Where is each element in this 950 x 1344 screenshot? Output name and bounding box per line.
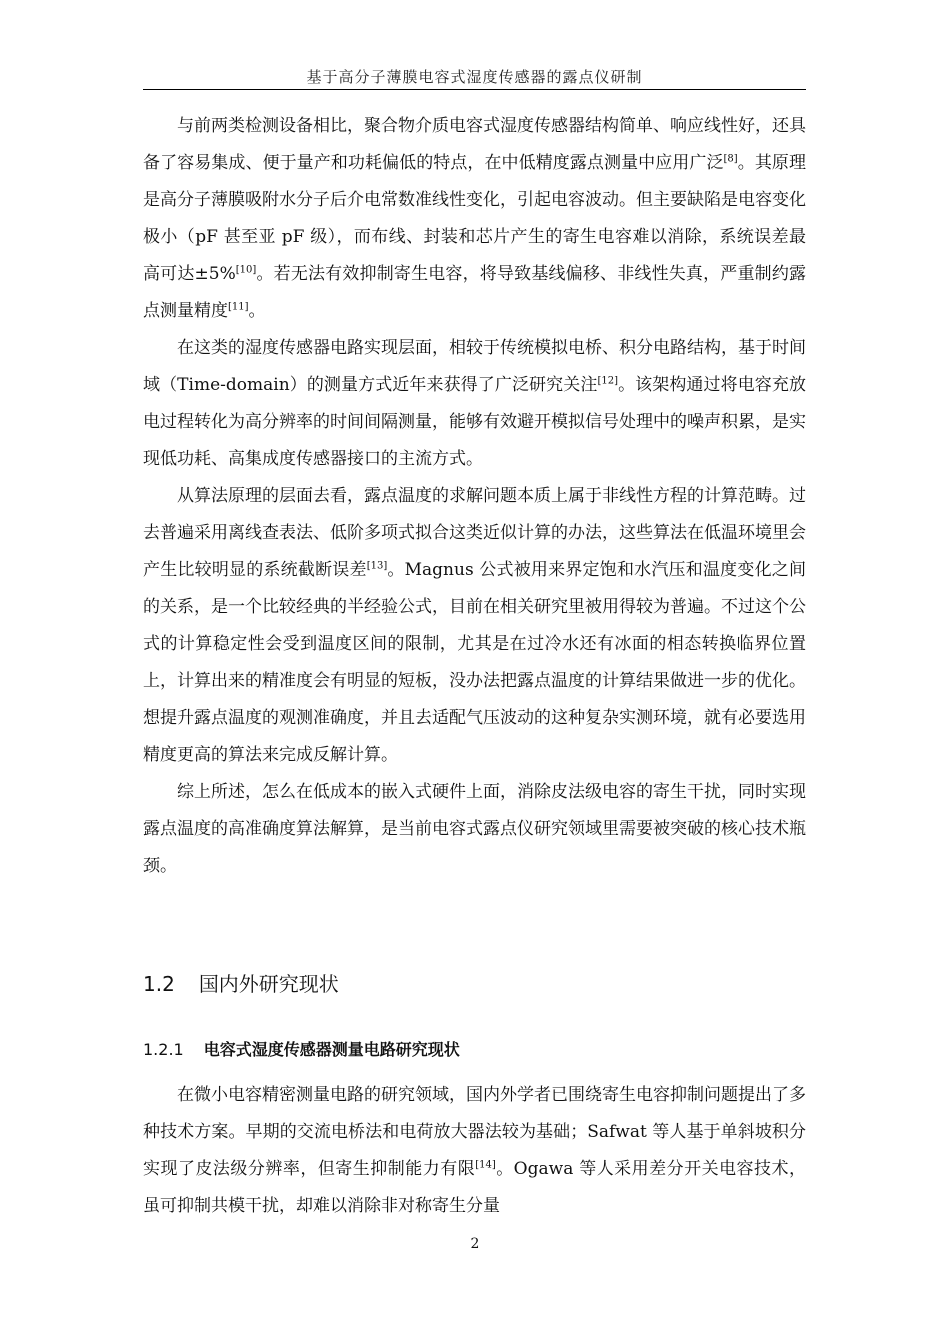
paragraph [143, 1077, 806, 1225]
paragraph-text: 。其原理是高分子薄膜吸附水分子后介电常数准线性变化，引起电容波动。但主要缺陷是电容变化极小（pF 甚至亚 pF 级），而布线、封装和芯片产生的寄生电容难以消除，系统误差最高可达±5% [143, 153, 807, 284]
paragraph-text: 从算法原理的层面去看，露点温度的求解问题本质上属于非线性方程的计算范畴。过去普遍采用离线查表法、低阶多项式拟合这类近似计算的办法，这些算法在低温环境里会产生比较明显的系统截断误差 [143, 486, 806, 580]
paragraph-text: 。Magnus 公式被用来界定饱和水汽压和温度变化之间的关系，是一个比较经典的半经验公式，目前在相关研究里被用得较为普遍。不过这个公式的计算稳定性会受到温度区间的限制，尤其是在过冷水还有冰面的相态转换临界位置上，计算出来的精准度会有明显的短板，没办法把露点温度的计算结果做进一步的优化。想提升露点温度的观测准确度，并且去适配气压波动的这种复杂实测环境，就有必要选用精度更高的算法来完成反解计算。 [143, 560, 807, 765]
citation: [13] [366, 560, 388, 572]
header-rule [143, 89, 806, 90]
citation: [10] [235, 264, 257, 276]
paragraph-text: 与前两类检测设备相比，聚合物介质电容式湿度传感器结构简单、响应线性好，还具备了容易集成、便于量产和功耗偏低的特点，在中低精度露点测量中应用广泛 [143, 116, 806, 173]
paragraph [143, 478, 806, 774]
running-header: 基于高分子薄膜电容式湿度传感器的露点仪研制 [306, 68, 643, 86]
citation: [8] [723, 153, 738, 165]
paragraph-text: 在这类的湿度传感器电路实现层面，相较于传统模拟电桥、积分电路结构，基于时间域（Time-domain）的测量方式近年来获得了广泛研究关注 [143, 338, 806, 395]
paragraph-text: 。该架构通过将电容充放电过程转化为高分辨率的时间间隔测量，能够有效避开模拟信号处理中的噪声积累，是实现低功耗、高集成度传感器接口的主流方式。 [143, 375, 806, 469]
subsection-title: 电容式湿度传感器测量电路研究现状 [203, 1040, 460, 1059]
paragraph [143, 108, 806, 330]
citation: [14] [475, 1159, 496, 1171]
citation: [11] [228, 301, 249, 313]
section-title: 国内外研究现状 [198, 972, 339, 996]
subsection-heading [143, 1037, 460, 1060]
body-text-2 [143, 1077, 806, 1225]
paragraph-text: 。 [248, 301, 266, 321]
paragraph [143, 774, 806, 885]
citation: [12] [597, 375, 618, 387]
subsection-number: 1.2.1 [143, 1040, 184, 1059]
section-number: 1.2 [143, 972, 175, 996]
paragraph-text: 在微小电容精密测量电路的研究领域，国内外学者已围绕寄生电容抑制问题提出了多种技术方案。早期的交流电桥法和电荷放大器法较为基础；Safwat 等人基于单斜坡积分实现了皮法级分辨率，但寄生抑制能力有限 [143, 1085, 806, 1179]
paragraph-text: 。若无法有效抑制寄生电容，将导致基线偏移、非线性失真，严重制约露点测量精度 [143, 264, 806, 321]
paragraph-text: 综上所述，怎么在低成本的嵌入式硬件上面，消除皮法级电容的寄生干扰，同时实现露点温度的高准确度算法解算，是当前电容式露点仪研究领域里需要被突破的核心技术瓶颈。 [143, 782, 806, 876]
paragraph [143, 330, 806, 478]
page-number: 2 [470, 1236, 480, 1252]
section-heading [143, 968, 339, 997]
body-text [143, 108, 806, 885]
paragraph-text: 。Ogawa 等人采用差分开关电容技术，虽可抑制共模干扰，却难以消除非对称寄生分量 [143, 1159, 807, 1216]
